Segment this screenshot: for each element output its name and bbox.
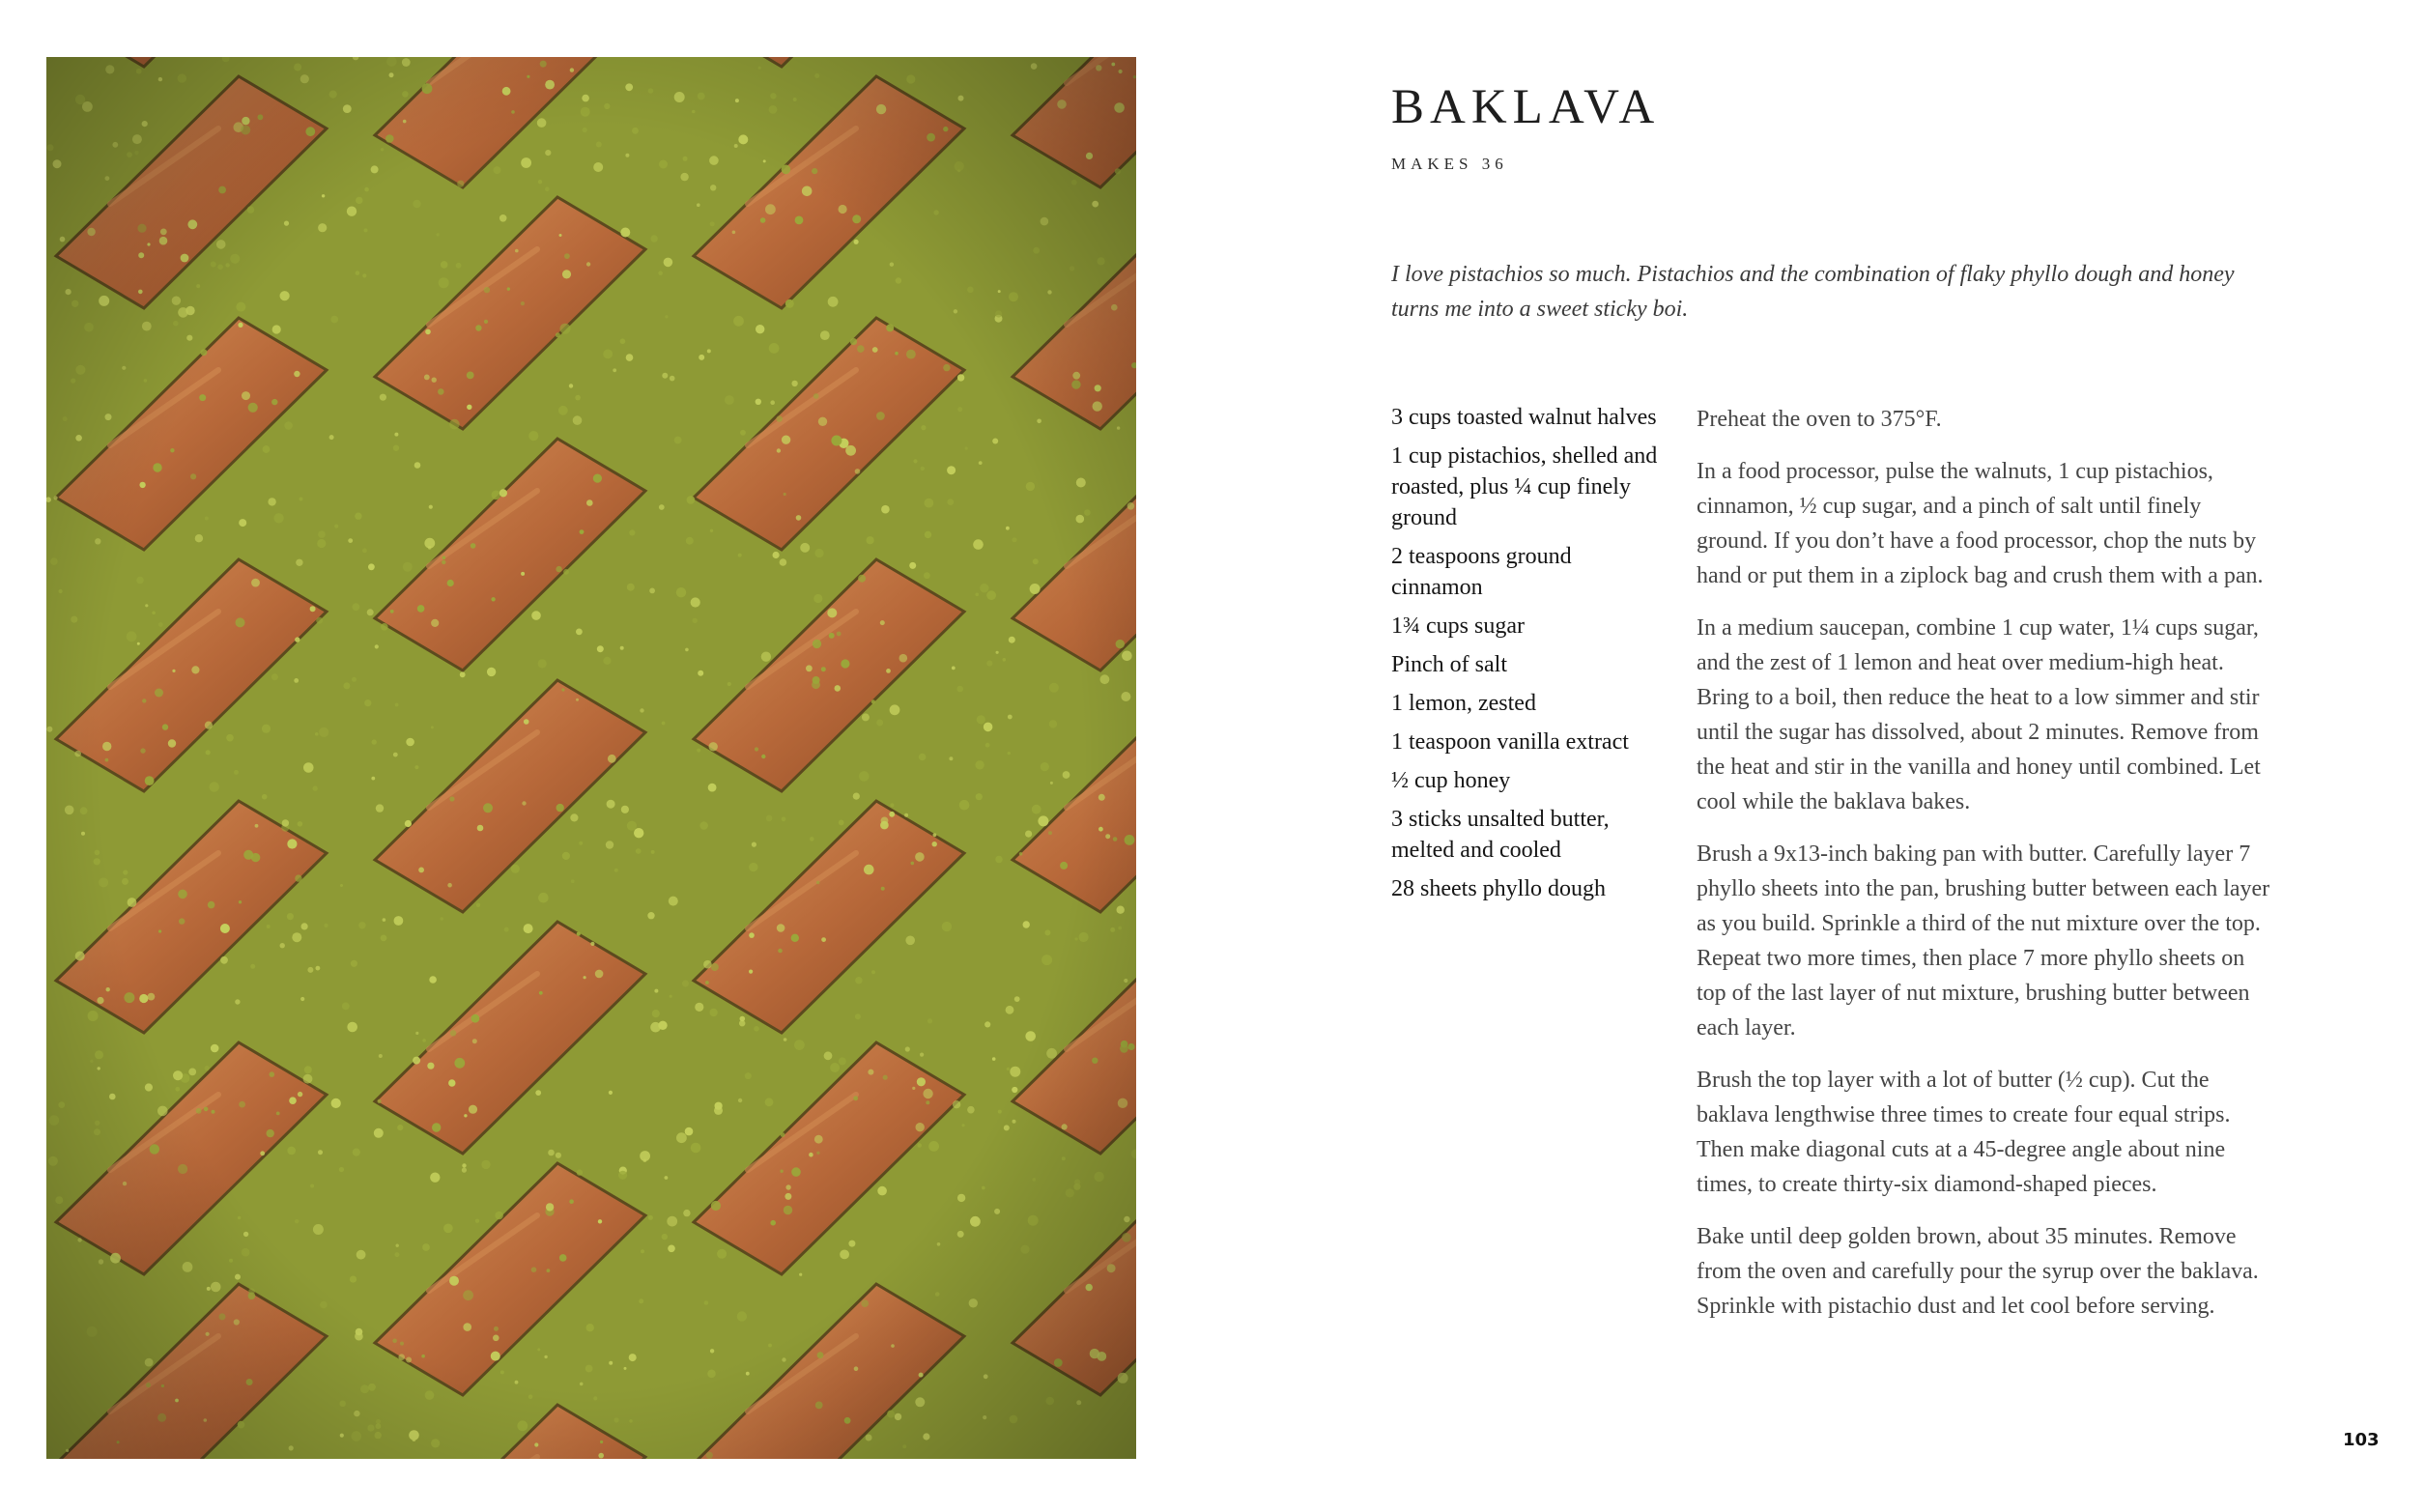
baklava-photo [46,57,1136,1459]
baklava-illustration [46,57,1136,1459]
ingredient-item: 3 sticks unsalted butter, melted and cooled [1391,807,1610,863]
method-step: Bake until deep golden brown, about 35 minutes. Remove from the oven and carefully pour the syrup over the baklava. Sprinkle with pistachio dust and let cool before serving. [1697,1224,2259,1319]
method-step: Preheat the oven to 375°F. [1697,407,1942,432]
ingredient-item: 1 lemon, zested [1391,691,1536,716]
ingredient-item: Pinch of salt [1391,652,1507,677]
method-step: Brush the top layer with a lot of butter (½ cup). Cut the baklava lengthwise three times to create four equal strips. Then make diagonal cuts at a 45-degree angle about nine times, to create thirty-six diamond-shaped pieces. [1697,1068,2231,1197]
ingredient-item: 3 cups toasted walnut halves [1391,405,1657,430]
ingredient-list [1391,402,1662,912]
recipe-title: BAKLAVA [1391,80,1661,134]
ingredient-item: 2 teaspoons ground cinnamon [1391,544,1572,600]
method-step: In a medium saucepan, combine 1 cup water, 1¼ cups sugar, and the zest of 1 lemon and heat over medium-high heat. Bring to a boil, then reduce the heat to a low simmer and stir until the sugar has dissolved, about 2 minutes. Remove from the heat and stir in the vanilla and honey until combined. Let cool while the baklava bakes. [1697,615,2261,814]
method-step: Brush a 9x13-inch baking pan with butter. Carefully layer 7 phyllo sheets into the pan, brushing butter between each layer as you build. Sprinkle a third of the nut mixture over the top. Repeat two more times, then place 7 more phyllo sheets on top of the last layer of nut mixture, brushing butter between each layer. [1697,842,2270,1041]
ingredient-item: 1 cup pistachios, shelled and roasted, plus ¼ cup finely ground [1391,443,1658,530]
photo-vignette [46,57,1136,1459]
ingredient-item: 1 teaspoon vanilla extract [1391,729,1629,755]
ingredient-item: 28 sheets phyllo dough [1391,876,1606,901]
page-number: 103 [2343,1430,2380,1450]
method-step: In a food processor, pulse the walnuts, 1 cup pistachios, cinnamon, ½ cup sugar, and a pinch of salt until finely ground. If you don’t have a food processor, chop the nuts by hand or put them in a ziplock bag and crush them with a pan. [1697,459,2264,588]
recipe-intro: I love pistachios so much. Pistachios and the combination of flaky phyllo dough and honey turns me into a sweet sticky boi. [1391,262,2235,322]
ingredient-item: ½ cup honey [1391,768,1511,793]
method-steps [1697,402,2278,1341]
ingredient-item: 1¾ cups sugar [1391,613,1525,639]
recipe-yield: MAKES 36 [1391,155,1508,173]
